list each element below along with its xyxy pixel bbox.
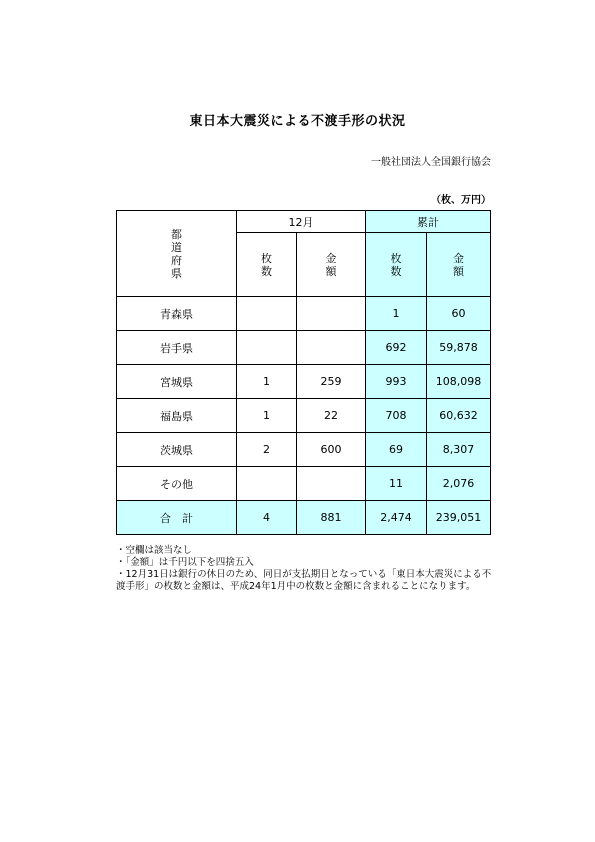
cumulative-header: 累計 — [366, 211, 491, 233]
month-amount: 600 — [297, 433, 366, 467]
month-count — [237, 297, 297, 331]
footnote: ・空欄は該当なし — [116, 545, 193, 556]
prefecture-header-char: 都 — [171, 227, 182, 241]
total-cumulative-amount: 239,051 — [427, 501, 491, 535]
table-row — [117, 297, 491, 331]
prefecture-header — [117, 211, 237, 297]
month-count — [237, 331, 297, 365]
header-char: 額 — [453, 264, 464, 278]
month-amount: 22 — [297, 399, 366, 433]
month-header: 12月 — [237, 211, 366, 233]
footnote: ・「金額」は千円以下を四捨五入 — [116, 557, 254, 568]
cumulative-count: 11 — [366, 467, 427, 501]
prefecture-name: 岩手県 — [117, 331, 237, 365]
month-count: 1 — [237, 365, 297, 399]
table-row — [117, 365, 491, 399]
cumulative-count: 69 — [366, 433, 427, 467]
footnote: ・12月31日は銀行の休日のため、同日が支払期日となっている「東日本大震災による不渡手形」の枚数と金額は、平成24年1月中の枚数と金額に含まれることになります。 — [116, 569, 492, 592]
month-amount — [297, 467, 366, 501]
cumulative-amount: 2,076 — [427, 467, 491, 501]
prefecture-header-char: 道 — [171, 240, 182, 254]
month-amount: 259 — [297, 365, 366, 399]
prefecture-name: 茨城県 — [117, 433, 237, 467]
total-month-amount: 881 — [297, 501, 366, 535]
cumulative-amount: 60 — [427, 297, 491, 331]
prefecture-header-char: 県 — [171, 266, 182, 280]
prefecture-name: 福島県 — [117, 399, 237, 433]
header-char: 枚 — [390, 251, 402, 265]
total-row — [117, 501, 491, 535]
cumulative-count-header — [366, 233, 427, 297]
unit-label: （枚、万円） — [431, 195, 491, 206]
cumulative-amount: 59,878 — [427, 331, 491, 365]
header-char: 数 — [261, 264, 272, 278]
organization-name: 一般社団法人全国銀行協会 — [371, 157, 491, 168]
month-amount — [297, 331, 366, 365]
header-char: 枚 — [261, 251, 272, 265]
cumulative-count: 993 — [366, 365, 427, 399]
cumulative-amount: 8,307 — [427, 433, 491, 467]
header-char: 額 — [325, 264, 337, 278]
prefecture-name: 宮城県 — [117, 365, 237, 399]
table-row — [117, 433, 491, 467]
month-count-header — [237, 233, 297, 297]
month-count: 1 — [237, 399, 297, 433]
prefecture-header-char: 府 — [171, 253, 182, 267]
month-count — [237, 467, 297, 501]
table-row — [117, 467, 491, 501]
cumulative-amount: 108,098 — [427, 365, 491, 399]
page-title: 東日本大震災による不渡手形の状況 — [189, 114, 406, 129]
footnotes — [116, 545, 496, 593]
header-char: 金 — [453, 251, 464, 265]
total-cumulative-count: 2,474 — [366, 501, 427, 535]
header-char: 金 — [325, 251, 337, 265]
table-row — [117, 331, 491, 365]
total-label: 合 計 — [117, 501, 237, 535]
bounced-bills-table — [116, 210, 491, 535]
month-amount-header — [297, 233, 366, 297]
cumulative-count: 1 — [366, 297, 427, 331]
cumulative-count: 708 — [366, 399, 427, 433]
total-month-count: 4 — [237, 501, 297, 535]
cumulative-count: 692 — [366, 331, 427, 365]
cumulative-amount: 60,632 — [427, 399, 491, 433]
prefecture-name: 青森県 — [117, 297, 237, 331]
header-char: 数 — [390, 264, 402, 278]
month-amount — [297, 297, 366, 331]
prefecture-name: その他 — [117, 467, 237, 501]
cumulative-amount-header — [427, 233, 491, 297]
table-row — [117, 399, 491, 433]
month-count: 2 — [237, 433, 297, 467]
